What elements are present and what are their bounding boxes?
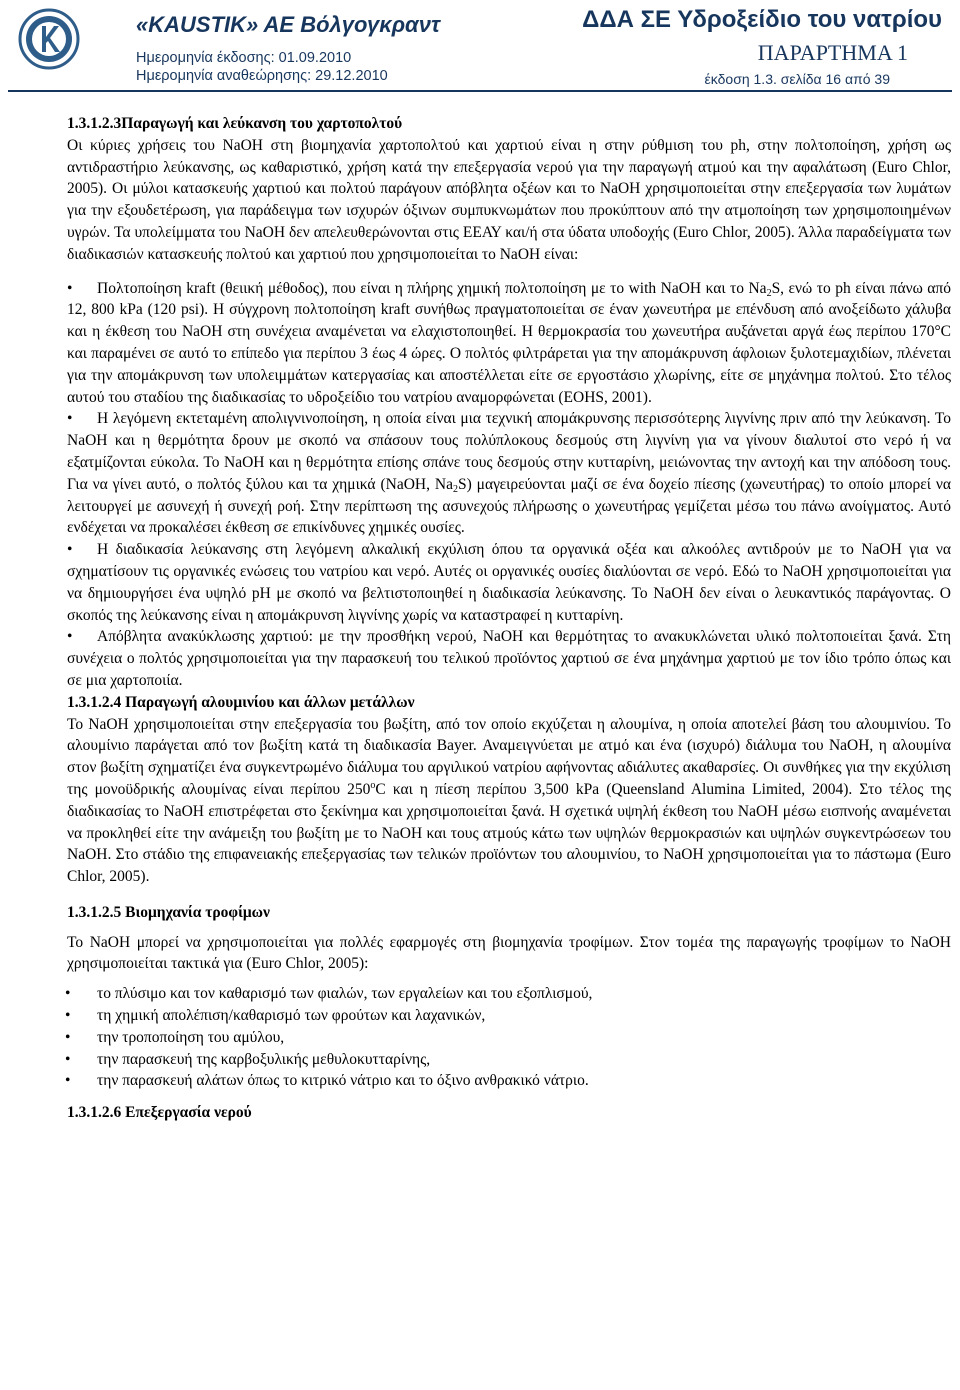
list-item bbox=[67, 278, 951, 409]
header-divider bbox=[8, 90, 952, 92]
list-item bbox=[67, 539, 951, 626]
food-item: την παρασκευή αλάτων όπως το κιτρικό νάτριο και το όξινο ανθρακικό νάτριο. bbox=[97, 1072, 589, 1090]
bullet-text-b: S, ενώ το ph είναι πάνω από 12, 800 kPa (120 psi). Η σύγχρονη πολτοποίηση kraft συνήθως πραγματοποιείται σε έναν χωνευτήρα με επένδυση από ανοξείδωτο χάλυβα και η έκθεση του NaOH στη συνέχεια αναμένεται να ελαχιστοποιηθεί. Η θερμοκρασία του χωνευτήρα αυξάνεται αργά έως περίπου 170°C και παραμένει σε αυτό το επίπεδο για περίπου 3 έως 4 ώρες. Ο πολτός φιλτράρεται για την απομάκρυνση άφλοιων ξυλοτεμαχιδίων, πλένεται για την απομάκρυνση των υπολειμμάτων κατεργασίας και αποστέλλεται είτε σε εργοστάσιο χλωρίνης, είτε σε μηχάνημα πολτού. Στο τέλος αυτού του σταδίου της διαδικασίας το υδροξείδιο του νατρίου αναμορφώνεται (EOHS, 2001). bbox=[67, 279, 951, 406]
aluminium-text-a: Το NaOH χρησιμοποιείται στην επεξεργασία του βωξίτη, από τον οποίο εκχύζεται η αλουμίνα, η οποία αποτελεί βάση του αλουμινίου. Το αλουμίνιο παράγεται από τον βωξίτη κατά τη διαδικασία Bayer. Αναμειγνύεται με ατμό και ένα (ισχυρό) διάλυμα του NaOH, η αλουμίνα στον βωξίτη σχηματίζει ένα συγκεντρωμένο διάλυμα του αργιλικού νατρίου αφήνοντας αδιάλυτες ακαθαρσίες. Οι συνθήκες για την εκχύλιση της μονοϋδρικής αλουμίνας είναι περίπου 250 bbox=[67, 715, 951, 798]
revision-date: Ημερομηνία αναθεώρησης: 29.12.2010 bbox=[136, 68, 388, 84]
bullet-symbol: • bbox=[67, 541, 73, 559]
food-bullet-list bbox=[67, 983, 951, 1092]
list-item bbox=[67, 408, 951, 539]
list-item bbox=[67, 1070, 951, 1092]
food-item: την παρασκευή της καρβοξυλικής μεθυλοκυτταρίνης, bbox=[97, 1050, 431, 1068]
list-item bbox=[67, 1027, 951, 1049]
section-heading-pulp: 1.3.1.2.3Παραγωγή και λεύκανση του χαρτοπολτού bbox=[67, 115, 403, 132]
bullet-symbol: • bbox=[65, 1028, 71, 1046]
list-item bbox=[67, 1005, 951, 1027]
page-info: έκδοση 1.3. σελίδα 16 από 39 bbox=[704, 71, 890, 87]
bullet-text-a: Η λεγόμενη εκτεταμένη απολιγνινοποίηση, η οποία είναι μια τεχνική απομάκρυνσης περισσότερης λιγνίνης πριν από την λεύκανση. Το NaOH και η θερμότητα δρουν με σκοπό να σπάσουν τους πολύπλοκους δεσμούς στη λιγνίνη για να γίνουν διαλυτοί στο νερό ή να εξατμίζονται εύκολα. Το NaOH και η θερμότητα επίσης σπάνε τους δεσμούς στην κυτταρίνη, μειώνοντας την αντοχή και την απόδοση τους. Για να γίνει αυτό, ο πολτός ξύλου και τα χημικά (NaOH, Na bbox=[67, 410, 951, 493]
bullet-text-a: Η διαδικασία λεύκανσης στη λεγόμενη αλκαλική εκχύλιση όπου τα οργανικά οξέα και αλκοόλες αντιδρούν με το NaOH για να σχηματίσουν τις οργανικές ενώσεις του νατρίου και νερό. Αυτές οι οργανικές ουσίες διαλύονται σε νερό. Εδώ το NaOH χρησιμοποιείται για να δημιουργήσει ένα υψηλό pH με σκοπό να βελτιστοποιηθεί η διαδικασία λεύκανσης. Το NaOH δεν είναι ο λευκαντικός παράγοντας. Ο σκοπός της λεύκανσης είναι η απομάκρυνση λιγνίνης χωρίς να καταστραφεί η κυτταρίνη. bbox=[67, 541, 951, 624]
section-heading-aluminium: 1.3.1.2.4 Παραγωγή αλουμινίου και άλλων μετάλλων bbox=[67, 693, 415, 711]
food-item: την τροποποίηση του αμύλου, bbox=[97, 1028, 285, 1046]
bullet-symbol: • bbox=[67, 628, 73, 646]
issue-date: Ημερομηνία έκδοσης: 01.09.2010 bbox=[136, 50, 352, 66]
bullet-symbol: • bbox=[65, 1050, 71, 1068]
bullet-subscript: 2 bbox=[452, 483, 458, 495]
bullet-subscript: 2 bbox=[766, 287, 772, 299]
bullet-text-a: Πολτοποίηση kraft (θειική μέθοδος), που είναι η πλήρης χημική πολτοποίηση με το with NaOH και το Na bbox=[97, 279, 767, 297]
bullet-symbol: • bbox=[65, 1007, 71, 1025]
bullet-symbol: • bbox=[65, 985, 71, 1003]
document-title: ΔΔΑ ΣΕ Υδροξείδιο του νατρίου bbox=[582, 6, 942, 33]
bullet-text-a: Απόβλητα ανακύκλωσης χαρτιού: με την προσθήκη νερού, NaOH και θερμότητας το ανακυκλώνεται υλικό πολτοποιείται ξανά. Στη συνέχεια ο πολτός χρησιμοποιείται για την παρασκευή του τελικού προϊόντος χαρτιού σε ένα μηχάνημα χαρτιού με τον ίδιο τρόπο όπως και σε μια χαρτοποιία. bbox=[67, 628, 951, 689]
bullet-symbol: • bbox=[65, 1072, 71, 1090]
degree-symbol: o bbox=[370, 779, 376, 791]
section-heading-water: 1.3.1.2.6 Επεξεργασία νερού bbox=[67, 1104, 252, 1122]
company-name: «KAUSTIK» AE Βόλγογκραντ bbox=[136, 12, 440, 37]
page-header bbox=[8, 2, 952, 90]
list-item bbox=[67, 626, 951, 691]
bullet-symbol: • bbox=[67, 279, 73, 297]
section-heading-food: 1.3.1.2.5 Βιομηχανία τροφίμων bbox=[67, 903, 270, 921]
bullet-text-b: S) μαγειρεύονται μαζί σε ένα δοχείο πίεσης (χωνευτήρας) το οποίο μπορεί να λειτουργεί με ασυνεχή ή συνεχή ροή. Στην περίπτωση της ασυνεχούς πλήρωσης ο χωνευτήρας γεμίζεται μέσω του πάνω ανοίγματος. Αυτό ενδέχεται να προκαλέσει έκθεση σε επικίνδυνες χημικές ουσίες. bbox=[67, 475, 951, 537]
food-item: το πλύσιμο και τον καθαρισμό των φιαλών, των εργαλείων και του εξοπλισμού, bbox=[97, 985, 593, 1003]
appendix-label: ΠΑΡΑΡΤΗΜΑ 1 bbox=[757, 40, 908, 65]
aluminium-paragraph bbox=[67, 714, 951, 888]
pulp-paragraph: Οι κύριες χρήσεις του NaOH στη βιομηχανία χαρτοπολτού και χαρτιού είναι η στην ρύθμιση του ph, στην πολτοποίηση, χρήση ως αντιδραστήριο λεύκανσης, ως καθαριστικό, χρήση κατά την επεξεργασία νερού για την παραγωγή ατμού και την αφαλάτωση (Euro Chlor, 2005). Οι μύλοι κατασκευής χαρτιού και πολτού παράγουν απόβλητα οξέων και το NaOH χρησιμοποιείται στην επεξεργασία των λυμάτων για την εξουδετέρωση, για παράδειγμα των ισχυρών όξινων συμπυκνωμάτων που προκύπτουν από την ατμοποίηση των χρησιμοποιημένων υγρών. Τα υπολείμματα του NaOH δεν απελευθερώνονται στις ΕΕΑΥ και/ή στα ύδατα υποδοχής (Euro Chlor, 2005). Άλλα παραδείγματα των διαδικασιών κατασκευής πολτού και χαρτιού που χρησιμοποιείται το NaOH είναι: bbox=[67, 136, 951, 263]
bullet-symbol: • bbox=[67, 410, 73, 428]
list-item bbox=[67, 983, 951, 1005]
aluminium-text-b: C και η πίεση περίπου 3,500 kPa (Queensland Alumina Limited, 2004). Στο τέλος της διαδικασίας το NaOH επιστρέφεται στο ξεκίνημα και χρησιμοποιείται ξανά. Η σχετικά υψηλή έκθεση του NaOH μέσω εισπνοής αναμένεται να προκληθεί είτε την ανάμειξη του βωξίτη με το NaOH και τους ατμούς κάτω των υψηλών θερμοκρασιών και υψηλών συγκεντρώσεων του NaOH. Στο στάδιο της επιφανειακής επεξεργασίας των τελικών προϊόντων του αλουμινίου, το NaOH χρησιμοποιείται για το πάστωμα (Euro Chlor, 2005). bbox=[67, 780, 951, 886]
food-item: τη χημική απολέπιση/καθαρισμό των φρούτων και λαχανικών, bbox=[97, 1007, 486, 1025]
list-item bbox=[67, 1049, 951, 1071]
company-logo-icon bbox=[18, 8, 80, 70]
document-body bbox=[67, 113, 951, 1124]
food-paragraph: Το NaOH μπορεί να χρησιμοποιείται για πολλές εφαρμογές στη βιομηχανία τροφίμων. Στον τομέα της παραγωγής τροφίμων το NaOH χρησιμοποιείται τακτικά για (Euro Chlor, 2005): bbox=[67, 933, 951, 973]
pulp-bullet-list bbox=[67, 278, 951, 692]
